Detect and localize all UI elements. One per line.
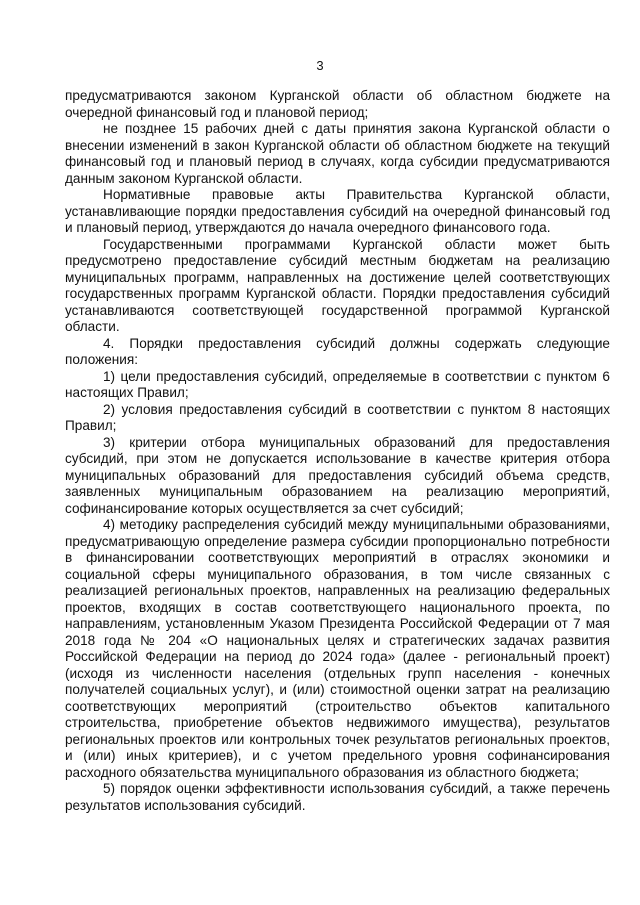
list-item-1-goals: 1) цели предоставления субсидий, определяемые в соответствии с пунктом 6 настоящих Правил; — [65, 368, 610, 400]
page-number: 3 — [316, 58, 324, 73]
paragraph-continuation: предусматриваются законом Курганской области об областном бюджете на очередной финансовый год и плановой период; — [65, 88, 610, 120]
list-item-3-criteria: 3) критерии отбора муниципальных образований для предоставления субсидий, при этом не допускается использование в качестве критерия отбора муниципальных образований для предоставления субсидий объема средств, заявленных муниципальным образованием на реализацию мероприятий, софинансирование которых осуществляется за счет субсидий; — [65, 434, 610, 516]
list-item-4-methodology: 4) методику распределения субсидий между муниципальными образованиями, предусматривающую определение размера субсидии пропорционально потребности в финансировании соответствующих мероприятий в отраслях экономики и социальной сферы муниципального образования, в том числе связанных с реализацией региональных проектов, направленных на реализацию федеральных проектов, входящих в состав соответствующего национального проекта, по направлениям, установленным Указом Президента Российской Федерации от 7 мая 2018 года № 204 «О национальных целях и стратегических задачах развития Российской Федерации на период до 2024 года» (далее - региональный проект) (исходя из численности населения (отдельных групп населения - конечных получателей социальных услуг), и (или) стоимостной оценки затрат на реализацию соответствующих мероприятий (строительство объектов капитального строительства, приобретение объектов недвижимого имущества), результатов региональных проектов или контрольных точек результатов региональных проектов, и (или) иных критериев), и с учетом предельного уровня софинансирования расходного обязательства муниципального образования из областного бюджета; — [65, 517, 610, 780]
document-body — [65, 88, 610, 814]
paragraph-section-4: 4. Порядки предоставления субсидий должны содержать следующие положения: — [65, 335, 610, 367]
paragraph-state-programs: Государственными программами Курганской области может быть предусмотрено предоставление субсидий местным бюджетам на реализацию муниципальных программ, направленных на достижение целей соответствующих государственных программ Курганской области. Порядки предоставления субсидий устанавливаются соответствующей государственной программой Курганской области. — [65, 236, 610, 334]
list-item-2-conditions: 2) условия предоставления субсидий в соответствии с пунктом 8 настоящих Правил; — [65, 401, 610, 433]
paragraph-deadline-amendments: не позднее 15 рабочих дней с даты принятия закона Курганской области о внесении изменений в закон Курганской области об областном бюджете на текущий финансовый год и плановый период в случаях, когда субсидии предусматриваются данным законом Курганской области. — [65, 121, 610, 186]
paragraph-normative-acts: Нормативные правовые акты Правительства Курганской области, устанавливающие порядки предоставления субсидий на очередной финансовый год и плановый период, утверждаются до начала очередного финансового года. — [65, 187, 610, 235]
list-item-5-evaluation: 5) порядок оценки эффективности использования субсидий, а также перечень результатов использования субсидий. — [65, 781, 610, 813]
